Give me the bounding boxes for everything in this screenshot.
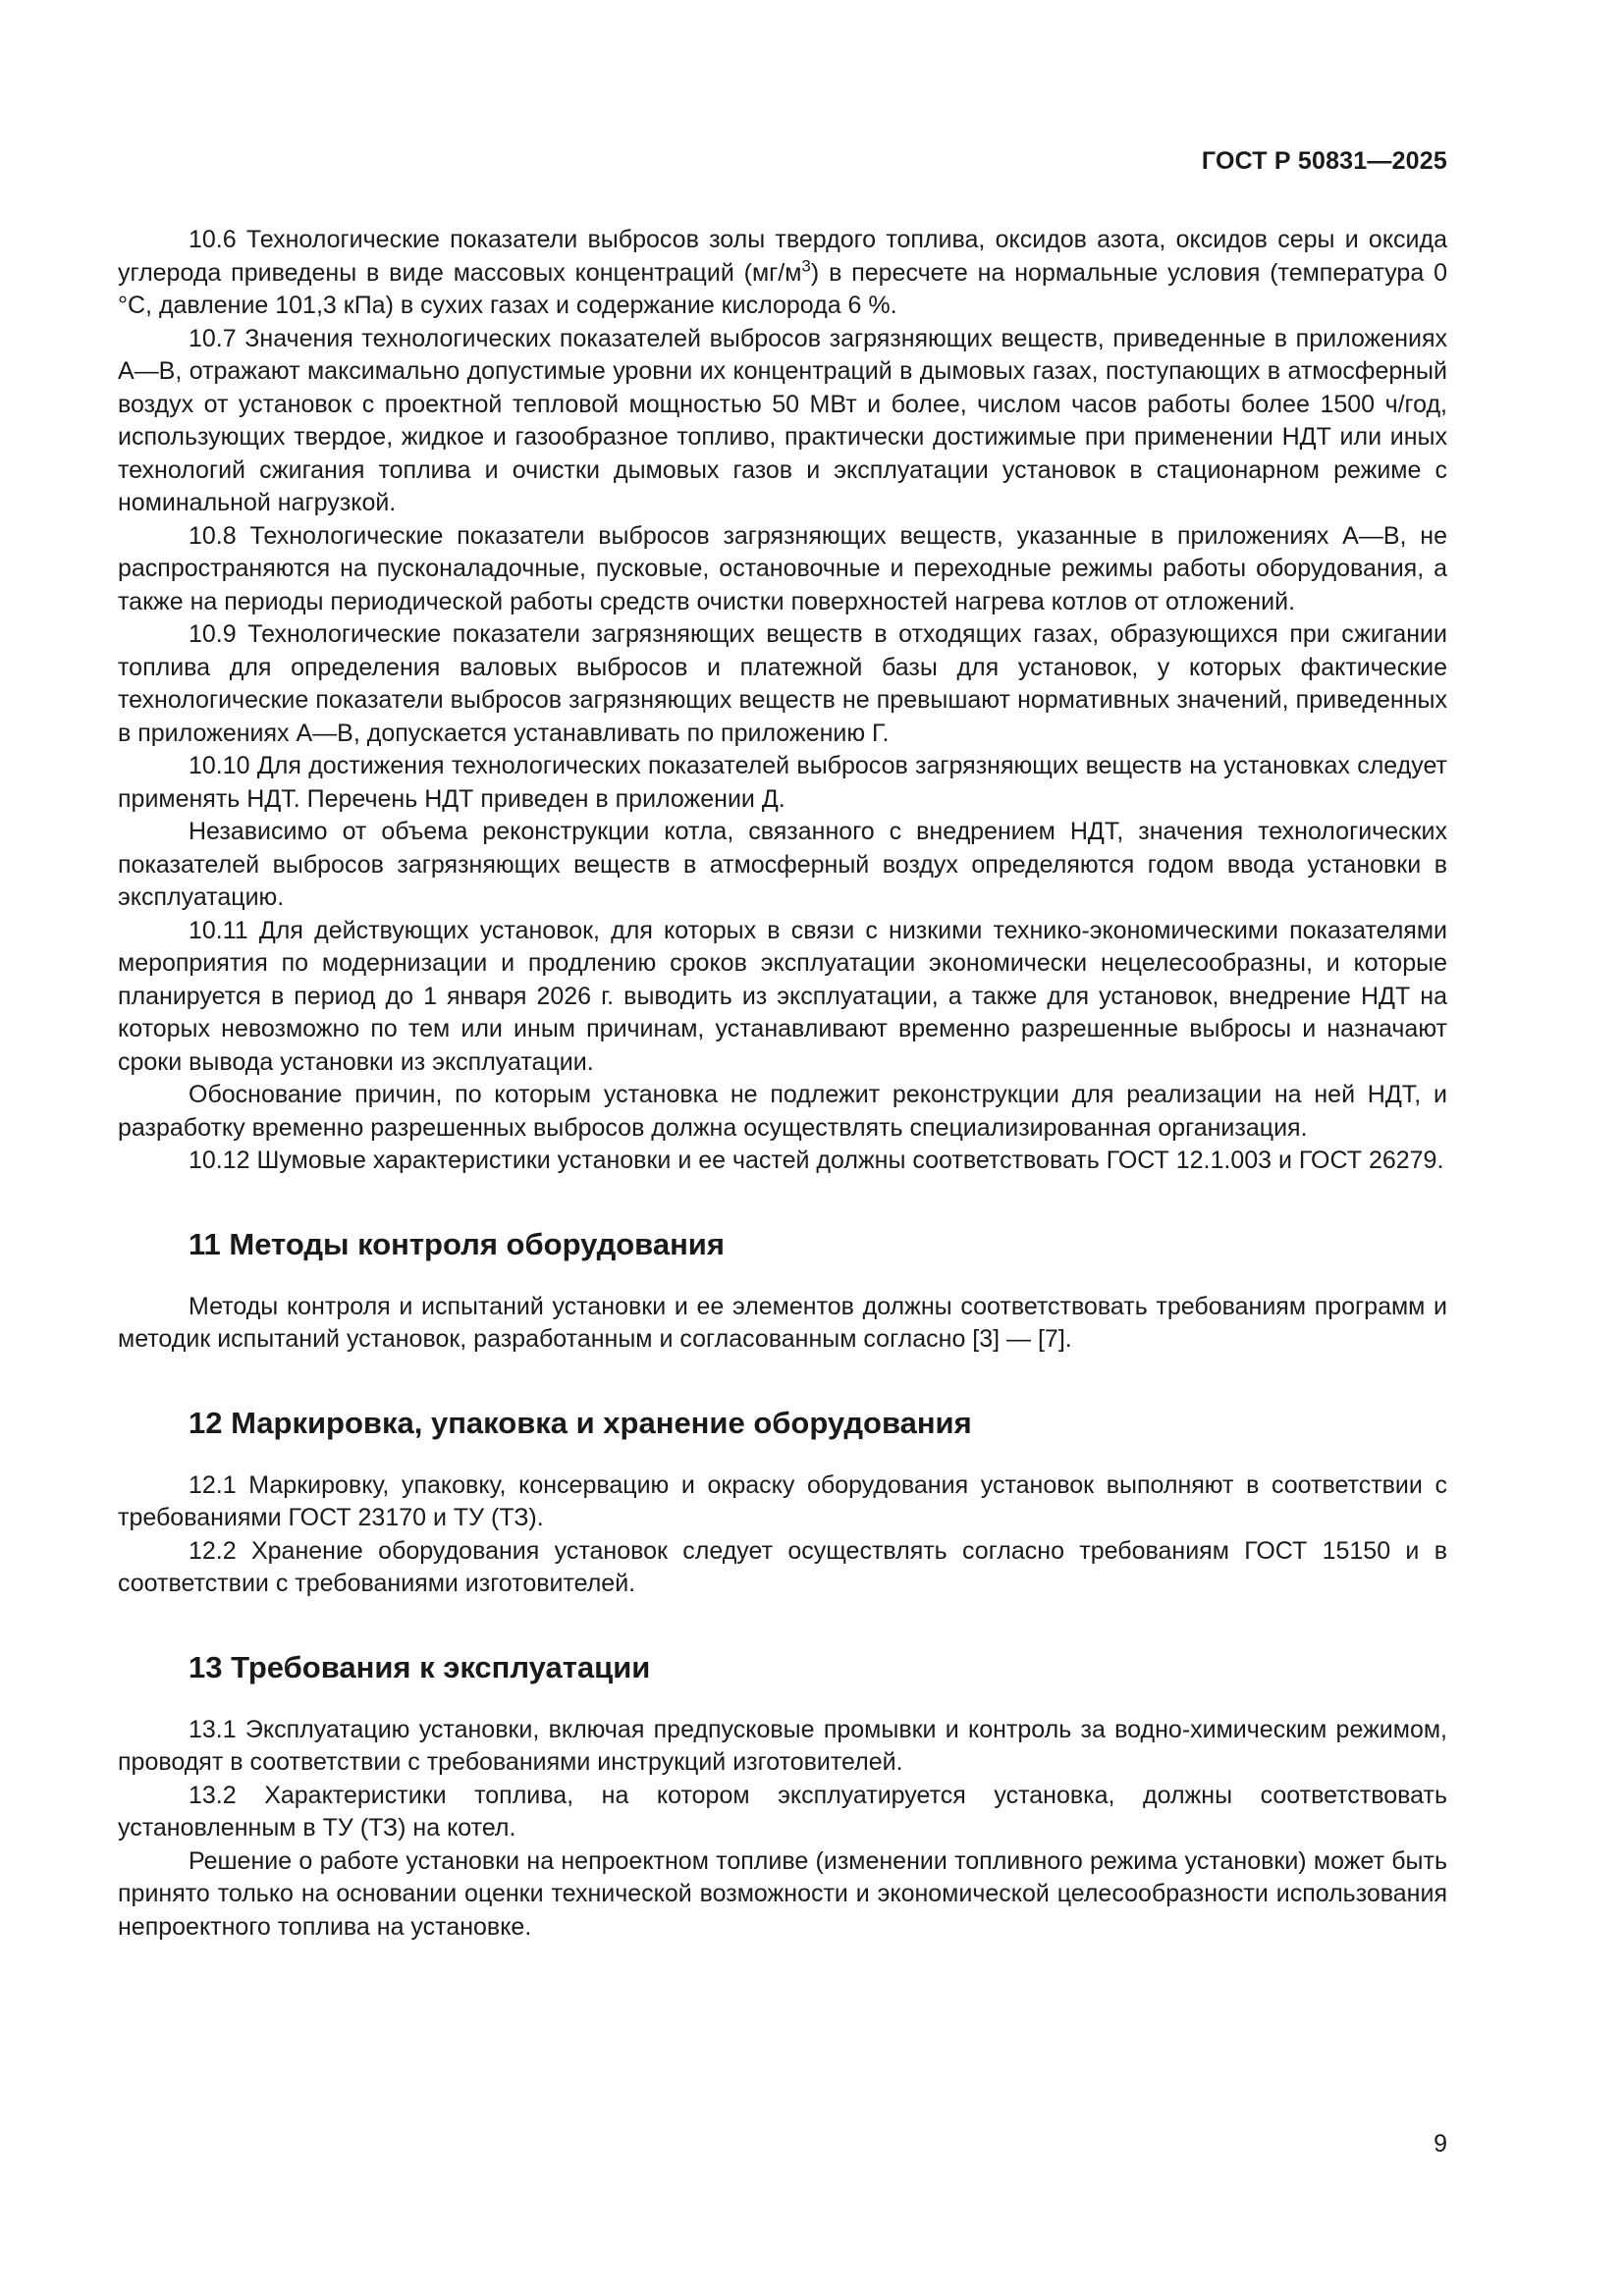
paragraph-13-2: 13.2 Характеристики топлива, на котором эксплуатируется установка, должны соответствовать установленным в ТУ (ТЗ) на котел. <box>118 1781 1447 1842</box>
section-13-heading: 13 Требования к эксплуатации <box>189 1649 651 1684</box>
paragraph-10-9: 10.9 Технологические показатели загрязняющих веществ в отходящих газах, образующихся при сжигании топлива для определения валовых выбросов и платежной базы для установок, у которых фактические технологические показатели выбросов загрязняющих веществ не превышают нормативных значений, приведенных в приложениях А—В, допускается устанавливать по приложению Г. <box>118 620 1447 747</box>
paragraph-12-1: 12.1 Маркировку, упаковку, консервацию и окраску оборудования установок выполняют в соответствии с требованиями ГОСТ 23170 и ТУ (ТЗ). <box>118 1470 1447 1531</box>
document-body <box>118 224 1447 1944</box>
paragraph-10-7: 10.7 Значения технологических показателей выбросов загрязняющих веществ, приведенные в приложениях А—В, отражают максимально допустимые уровни их концентраций в дымовых газах, поступающих в атмосферный воздух от установок с проектной тепловой мощностью 50 МВт и более, числом часов работы более 1500 ч/год, использующих твердое, жидкое и газообразное топливо, практически достижимые при применении НДТ или иных технологий сжигания топлива и очистки дымовых газов и эксплуатации установок в стационарном режиме с номинальной нагрузкой. <box>118 324 1447 516</box>
paragraph-10-11: 10.11 Для действующих установок, для которых в связи с низкими технико-экономическими показателями мероприятия по модернизации и продлению сроков эксплуатации экономически нецелесообразны, и которые планируется в период до 1 января 2026 г. выводить из эксплуатации, а также для установок, внедрение НДТ на которых невозможно по тем или иным причинам, устанавливают временно разрешенные выбросы и назначают сроки вывода установки из эксплуатации. <box>118 916 1447 1076</box>
paragraph-10-6 <box>118 224 1447 323</box>
paragraph-10-10: 10.10 Для достижения технологических показателей выбросов загрязняющих веществ на установках следует применять НДТ. Перечень НДТ приведен в приложении Д. <box>118 752 1447 813</box>
section-11-heading: 11 Методы контроля оборудования <box>189 1226 725 1261</box>
paragraph-13-1: 13.1 Эксплуатацию установки, включая предпусковые промывки и контроль за водно-химическим режимом, проводят в соответствии с требованиями инструкций изготовителей. <box>118 1715 1447 1776</box>
paragraph-10-10-continued: Независимо от объема реконструкции котла, связанного с внедрением НДТ, значения технологических показателей выбросов загрязняющих веществ в атмосферный воздух определяются годом ввода установки в эксплуатацию. <box>118 818 1447 911</box>
paragraph-12-2: 12.2 Хранение оборудования установок следует осуществлять согласно требованиям ГОСТ 15150 и в соответствии с требованиями изготовителей. <box>118 1536 1447 1597</box>
document-code: ГОСТ Р 50831—2025 <box>1201 147 1447 175</box>
paragraph-10-6-text-a: 10.6 Технологические показатели выбросов золы твердого топлива, оксидов азота, оксидов серы и оксида углерода приведены в виде массовых концентраций (мг/м <box>118 226 1447 287</box>
section-12-heading: 12 Маркировка, упаковка и хранение оборудования <box>189 1405 972 1440</box>
superscript-3: 3 <box>801 256 811 276</box>
page-number: 9 <box>1434 2130 1447 2158</box>
paragraph-10-11-continued: Обоснование причин, по которым установка не подлежит реконструкции для реализации на ней НДТ, и разработку временно разрешенных выбросов должна осуществлять специализированная организация. <box>118 1081 1447 1142</box>
paragraph-11: Методы контроля и испытаний установки и ее элементов должны соответствовать требованиям программ и методик испытаний установок, разработанным и согласованным согласно [3] — [7]. <box>118 1292 1447 1353</box>
paragraph-10-8: 10.8 Технологические показатели выбросов загрязняющих веществ, указанные в приложениях А—В, не распространяются на пусконаладочные, пусковые, остановочные и переходные режимы работы оборудования, а также на периоды периодической работы средств очистки поверхностей нагрева котлов от отложений. <box>118 521 1447 615</box>
paragraph-10-6-text-b: ) в пересчете на нормальные условия (температура 0 °С, давление 101,3 кПа) в сухих газах и содержание кислорода 6 %. <box>118 258 1447 319</box>
paragraph-13-2-continued: Решение о работе установки на непроектном топливе (изменении топливного режима установки) может быть принято только на основании оценки технической возможности и экономической целесообразности использования непроектного топлива на установке. <box>118 1846 1447 1941</box>
paragraph-10-12: 10.12 Шумовые характеристики установки и ее частей должны соответствовать ГОСТ 12.1.003 и ГОСТ 26279. <box>189 1147 1444 1174</box>
